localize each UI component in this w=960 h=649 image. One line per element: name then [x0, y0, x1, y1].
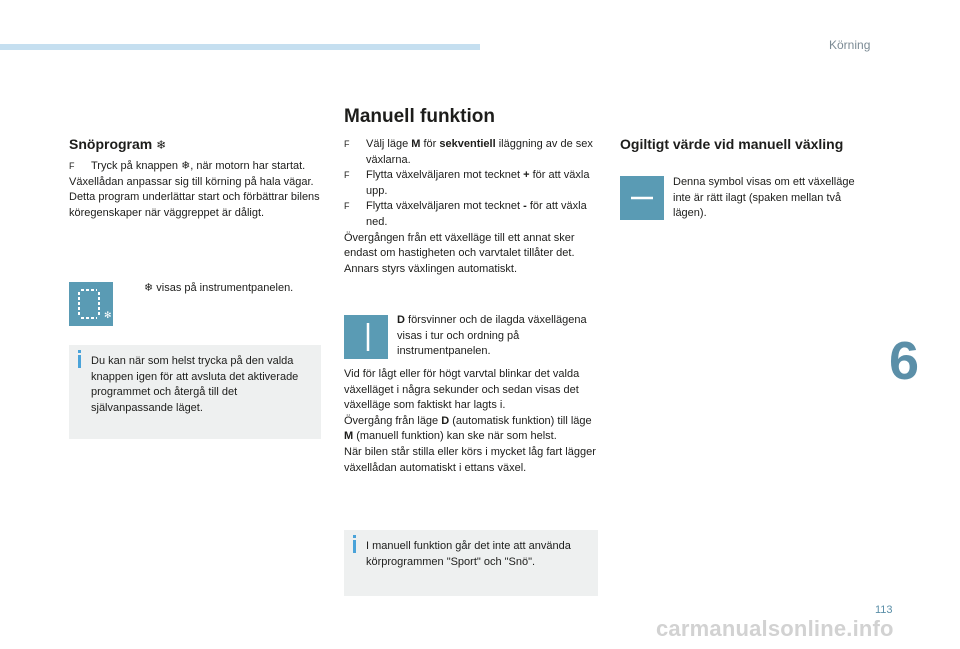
list-item: F Välj läge M för sekventiell iläggning av de sex växlarna.	[344, 138, 593, 166]
paragraph: Övergång från läge D (automatisk funktion) till läge M (manuell funktion) kan ske när som helst.	[344, 414, 592, 443]
note-text: Du kan när som helst trycka på den valda knappen igen för att avsluta det aktiverade programmet och återgå till det självanpassande läget.	[91, 355, 299, 414]
snow-body	[69, 159, 321, 221]
chapter-number: 6	[889, 331, 920, 391]
note-text: I manuell funktion går det inte att använda körprogrammen "Sport" och "Snö".	[366, 540, 571, 568]
page-title: Manuell funktion	[344, 106, 495, 127]
paragraph: Detta program underlättar start och förbättrar bilens köregenskaper när väggreppet är dåligt.	[69, 191, 320, 219]
paragraph: Växellådan anpassar sig till körning på hala vägar.	[69, 175, 314, 188]
snow-icon-caption: ❄ visas på instrumentpanelen.	[144, 282, 294, 294]
gear-display-manual-icon	[344, 315, 388, 359]
snowflake-icon: ❄	[156, 138, 167, 152]
snow-note	[69, 345, 321, 439]
paragraph: Övergången från ett växelläge till ett annat sker endast om hastigheten och varvtalet tillåter det.	[344, 231, 575, 260]
header-bar	[0, 44, 480, 50]
snow-heading: Snöprogram ❄	[69, 136, 167, 152]
invalid-icon-caption: Denna symbol visas om ett växelläge inte är rätt ilagt (spaken mellan två lägen).	[673, 176, 855, 220]
paragraph: Vid för lågt eller för högt varvtal blinkar det valda växelläget i några sekunder och sedan visas det växelläge som faktiskt har lagts i.	[344, 368, 580, 412]
paragraph: Annars styrs växlingen automatiskt.	[344, 262, 518, 275]
section-label: Körning	[829, 38, 871, 52]
svg-text:✻: ✻	[104, 311, 112, 321]
bullet-mark: F	[69, 161, 75, 171]
list-item: F Tryck på knappen ❄, när motorn har startat.	[69, 159, 321, 175]
list-item: F Flytta växelväljaren mot tecknet + för att växla upp.	[344, 169, 590, 197]
manual-body	[344, 137, 600, 277]
gear-display-invalid-icon	[620, 176, 664, 220]
manual-note	[344, 530, 598, 596]
invalid-heading: Ogiltigt värde vid manuell växling	[620, 136, 844, 152]
info-icon	[78, 355, 81, 368]
info-icon	[353, 540, 356, 553]
list-item: F Flytta växelväljaren mot tecknet - för att växla ned.	[344, 200, 587, 228]
manual-icon-caption: D försvinner och de ilagda växellägena visas i tur och ordning på instrumentpanelen.	[397, 314, 587, 358]
manual-body-2	[344, 367, 600, 476]
page-number: 113	[875, 604, 893, 616]
paragraph: När bilen står stilla eller körs i mycket låg fart lägger växellådan automatiskt i ettans växel.	[344, 445, 596, 474]
watermark: carmanualsonline.info	[656, 616, 894, 641]
gear-display-snow-icon	[69, 282, 113, 326]
